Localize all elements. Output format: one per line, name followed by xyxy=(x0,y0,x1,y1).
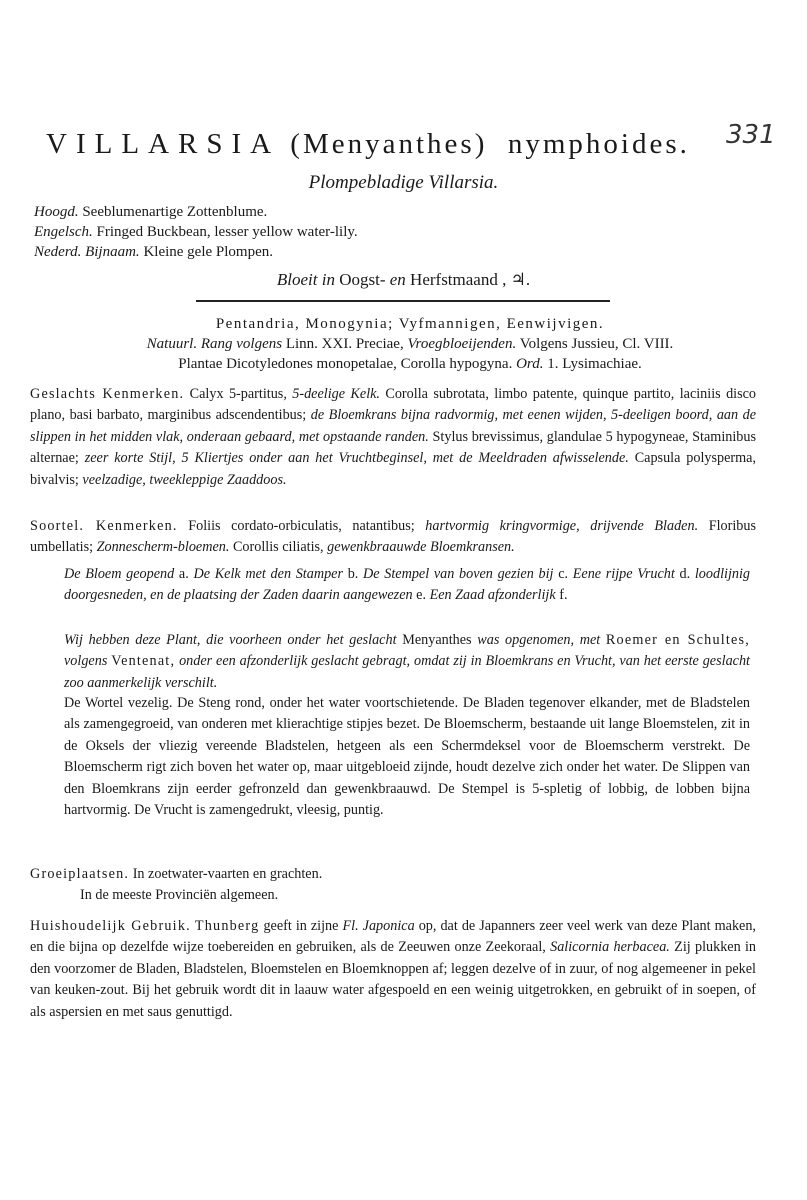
genus-name: VILLARSIA xyxy=(46,128,281,160)
figure-letter: f. xyxy=(559,587,568,604)
figure-letter: b. xyxy=(347,566,359,582)
classification-line-1: Pentandria, Monogynia; Vyfmannigen, Eenwijvigen. xyxy=(215,316,605,332)
dutch-text: Zonnescherm-bloemen. xyxy=(96,539,230,556)
common-name-text: Kleine gele Plompen. xyxy=(143,244,273,260)
dutch-text: zeer korte Stijl, 5 Kliertjes onder aan het Vruchtbeginsel, met de Meeldraden afwisselende. xyxy=(84,450,629,467)
latin-text: Stylus brevissimus, glandulae 5 hypogyneae, Staminibus alternae; xyxy=(30,428,757,467)
bloom-prefix: Bloeit in xyxy=(276,270,335,289)
history-text: volgens xyxy=(64,653,108,670)
dutch-text: de Bloemkrans bijna radvormig, met eenen wijden, 5-deeligen boord, aan de slippen in het midden vlak, onderaan gebaard, met opstaande randen. xyxy=(30,407,756,445)
common-name-german xyxy=(34,202,734,222)
latin-text: Floribus umbellatis; xyxy=(30,518,757,556)
figure-explanation xyxy=(64,564,750,607)
figure-text: loodlijnig doorgesneden, en de plaatsing der Zaden daarin aangewezen xyxy=(64,566,751,604)
section-heading: Geslachts Kenmerken. xyxy=(30,386,185,402)
author-name: Ventenat, xyxy=(111,653,176,670)
classification-line-2 xyxy=(30,334,790,354)
author-name: Thunberg xyxy=(194,918,260,934)
uses-text: op, dat de Japanners zeer veel werk van deze Plant maken, en die bijna op dezelfde wijze toebereiden en gebruiken, als de Zeeuwen onze Zeekoraal, xyxy=(30,918,756,956)
bloom-period xyxy=(0,270,807,290)
ord-label: Ord. xyxy=(516,356,544,372)
household-use xyxy=(30,916,756,1023)
jussieu-rank: Volgens Jussieu, Cl. VIII. xyxy=(519,336,674,352)
history-text: onder een afzonderlijk geslacht gebragt, omdat zij in Bloemkrans en Vrucht, van het eerste geslacht zoo aanmerkelijk verschilt. xyxy=(64,653,750,691)
uses-text: geeft in zijne xyxy=(263,918,339,934)
latin-text: Calyx 5-partitus, xyxy=(189,386,287,402)
genus-reference: Menyanthes xyxy=(402,632,472,648)
figure-text: Een Zaad afzonderlijk xyxy=(429,587,556,604)
common-name-dutch xyxy=(34,242,734,262)
taxonomic-history xyxy=(64,630,750,694)
dutch-rank: Vroegbloeijenden. xyxy=(407,336,517,352)
classification xyxy=(30,314,790,374)
figure-letter: c. xyxy=(558,566,569,582)
latin-text: Foliis cordato-orbiculatis, natantibus; xyxy=(188,518,415,534)
author-names: Roemer en Schultes, xyxy=(605,632,751,648)
habitat xyxy=(30,864,756,907)
habitat-line-2: In de meeste Provinciën algemeen. xyxy=(80,887,279,904)
history-text: was opgenomen, met xyxy=(477,632,601,648)
figure-letter: d. xyxy=(679,566,691,582)
language-label: Engelsch. xyxy=(34,224,93,240)
latin-text: Corolla subrotata, limbo patente, quinque partito, laciniis disco plano, basi barbato, marginibus adscendentibus; xyxy=(30,386,757,424)
genus-characteristics xyxy=(30,384,756,491)
common-name-text: Seeblumenartige Zottenblume. xyxy=(82,204,268,220)
section-heading: Huishoudelijk Gebruik. xyxy=(30,918,191,934)
species-name: nymphoides. xyxy=(507,128,690,160)
latin-text: Capsula polysperma, bivalvis; xyxy=(30,450,757,488)
linnaeus-rank: Linn. XXI. Preciae, xyxy=(285,336,404,352)
figure-text: Eene rijpe Vrucht xyxy=(572,566,675,582)
figure-text: De Kelk met den Stamper xyxy=(193,566,344,582)
habitat-text: In zoetwater-vaarten en grachten. xyxy=(132,866,323,882)
language-label: Nederd. Bijnaam. xyxy=(34,244,140,260)
common-name-text: Fringed Buckbean, lesser yellow water-lily. xyxy=(96,224,358,240)
figure-text: De Stempel van boven gezien bij xyxy=(363,566,554,582)
figure-text: De Bloem geopend xyxy=(64,566,175,582)
page-title xyxy=(46,128,786,161)
latin-species: Salicornia herbacea. xyxy=(550,939,670,956)
habitat-line-1 xyxy=(30,864,756,885)
dutch-text: 5-deelige Kelk. xyxy=(292,386,380,402)
bloom-months: Oogst- xyxy=(339,270,386,289)
dutch-text: gewenkbraauwde Bloemkransen. xyxy=(327,539,515,556)
classification-line-3 xyxy=(30,354,790,374)
synonym-name: (Menyanthes) xyxy=(290,128,488,160)
page-number: 331 xyxy=(726,120,776,150)
figure-letter: e. xyxy=(416,587,427,604)
language-label: Hoogd. xyxy=(34,204,79,220)
natural-rank-label: Natuurl. Rang volgens xyxy=(146,336,283,352)
bloom-conj: en xyxy=(389,270,406,289)
uses-text: Zij plukken in den voorzomer de Bladen, Bladstelen, Bloemstelen en Bloemknoppen af; leggen dezelve of in zuur, of nog algemeener in pekel van keuken-zout. Bij het gebruik wordt dit in laauw water afgespoeld en een weinig uitgetrokken, en gebruikt of in soepen, of als aspersien en met saus genuttigd. xyxy=(30,939,757,1020)
section-heading: Soortel. Kenmerken. xyxy=(30,518,178,534)
common-names xyxy=(34,202,734,262)
bloom-months2: Herfstmaand , ♃. xyxy=(410,270,531,289)
work-title: Fl. Japonica xyxy=(342,918,415,934)
latin-text: Corollis ciliatis, xyxy=(232,539,324,556)
figure-letter: a. xyxy=(178,566,189,582)
plant-description: De Wortel vezelig. De Steng rond, onder het water voortschietende. De Bladen tegenover elkander, met de Bladstelen als zamengegroeid, van onderen met klierachtige stipjes bezet. De Bloemscherm, bestaande uit lange Bloemstelen, zit in de Oksels der vliezig vereende Bladstelen, hetgeen als een Schermdeksel voor de Bloemscherm verstrekt. De Bloemscherm rigt zich boven het water op, maar uitgebloeid zijnde, houdt dezelve zich onder het water. De Slippen van den Bloemkrans zijn eerder gefronzeld dan gewenkbraauwd. De Stempel is 5-spletig of lobbig, de lobben bijna hartvormig. De Vrucht is zamengedrukt, vleesig, puntig. xyxy=(64,695,750,819)
section-heading: Groeiplaatsen. xyxy=(30,866,130,882)
history-text: Wij hebben deze Plant, die voorheen onder het geslacht xyxy=(64,632,397,648)
ord-text: 1. Lysimachiae. xyxy=(547,356,642,372)
plantae-text: Plantae Dicotyledones monopetalae, Corolla hypogyna. xyxy=(178,356,513,372)
common-name-english xyxy=(34,222,734,242)
divider-rule xyxy=(196,300,610,302)
dutch-text: veelzadige, tweekleppige Zaaddoos. xyxy=(82,471,287,488)
species-characteristics xyxy=(30,516,756,559)
dutch-name: Plompebladige Villarsia. xyxy=(308,172,499,193)
dutch-text: hartvormig kringvormige, drijvende Bladen. xyxy=(425,518,699,534)
